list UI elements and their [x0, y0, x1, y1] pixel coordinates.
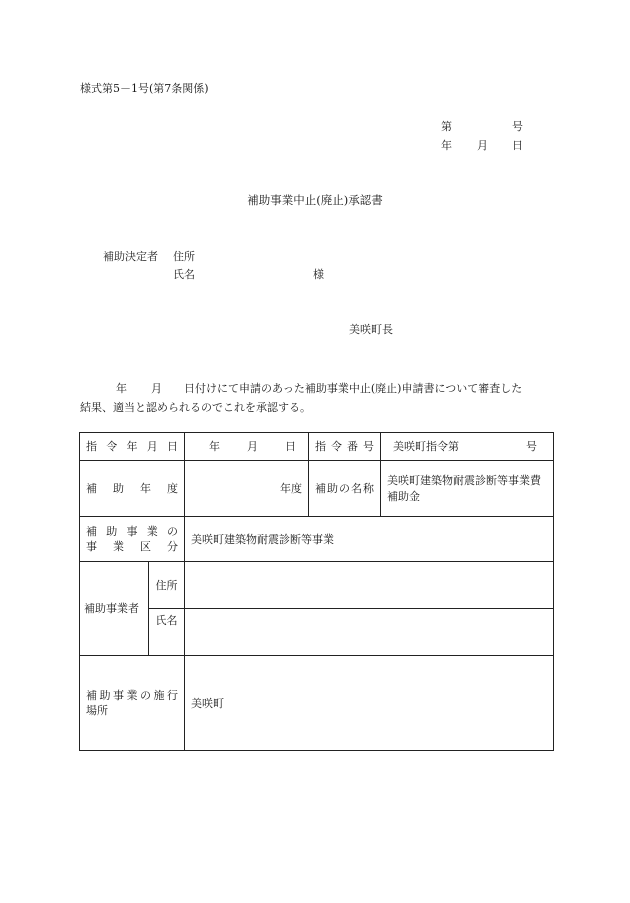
subsidy-recipient-name-value: [185, 609, 554, 656]
directive-date-month: 月: [247, 440, 258, 453]
implementation-place-value: 美咲町: [185, 656, 554, 751]
implementation-place-label: 補助事業の施行 場所: [80, 656, 185, 751]
directive-number-value: [381, 433, 554, 461]
document-number-label: 第: [441, 120, 452, 133]
table-row: [80, 461, 554, 517]
issue-date-year: 年: [441, 139, 452, 152]
business-category-value: 美咲町建築物耐震診断等事業: [185, 517, 554, 562]
directive-date-day: 日: [285, 440, 296, 453]
subsidy-recipient-address-label: 住所: [149, 562, 185, 609]
issue-date-month: 月: [477, 139, 488, 152]
application-day-text: 日付けにて申請のあった補助事業中止(廃止)申請書について審査した: [184, 382, 523, 395]
subsidy-recipient-address-value: [185, 562, 554, 609]
directive-date-year: 年: [209, 440, 220, 453]
directive-number-label: 指令番号: [309, 433, 381, 461]
application-year-label: 年: [116, 382, 127, 395]
document-title: 補助事業中止(廃止)承認書: [247, 193, 383, 207]
business-category-label: 補助事業の 事業区分: [80, 517, 185, 562]
directive-number-prefix: 美咲町指令第: [393, 440, 459, 453]
table-row: [80, 656, 554, 751]
approval-statement-line2: 結果、適当と認められるのでこれを承認する。: [80, 401, 311, 414]
approval-details-table: [79, 432, 554, 751]
recipient-name-label: 氏名: [173, 268, 195, 281]
issue-date-day: 日: [512, 139, 523, 152]
subsidy-year-label: 補助年度: [80, 461, 185, 517]
table-row: [80, 562, 554, 609]
subsidy-recipient-name-label: 氏名: [149, 609, 185, 656]
table-row: [80, 517, 554, 562]
directive-number-suffix: 号: [526, 440, 537, 453]
recipient-address-label: 住所: [173, 250, 195, 263]
directive-date-value: [185, 433, 309, 461]
application-month-label: 月: [151, 382, 162, 395]
issuer-name: 美咲町長: [349, 323, 393, 336]
subsidy-year-value: 年度: [185, 461, 309, 517]
subsidy-name-label: 補助の名称: [309, 461, 381, 517]
table-row: [80, 433, 554, 461]
subsidy-name-value: 美咲町建築物耐震診断等事業費補助金: [381, 461, 554, 517]
recipient-honorific: 様: [313, 268, 324, 281]
recipient-role-label: 補助決定者: [103, 250, 158, 263]
form-number: 様式第5－1号(第7条関係): [80, 82, 209, 95]
document-number-suffix: 号: [512, 120, 523, 133]
directive-date-label: 指令年月日: [80, 433, 185, 461]
table-row: [80, 609, 554, 656]
approval-statement-line1: [80, 379, 560, 398]
subsidy-recipient-label: 補助事業者: [80, 562, 149, 656]
approval-statement: [80, 379, 560, 417]
